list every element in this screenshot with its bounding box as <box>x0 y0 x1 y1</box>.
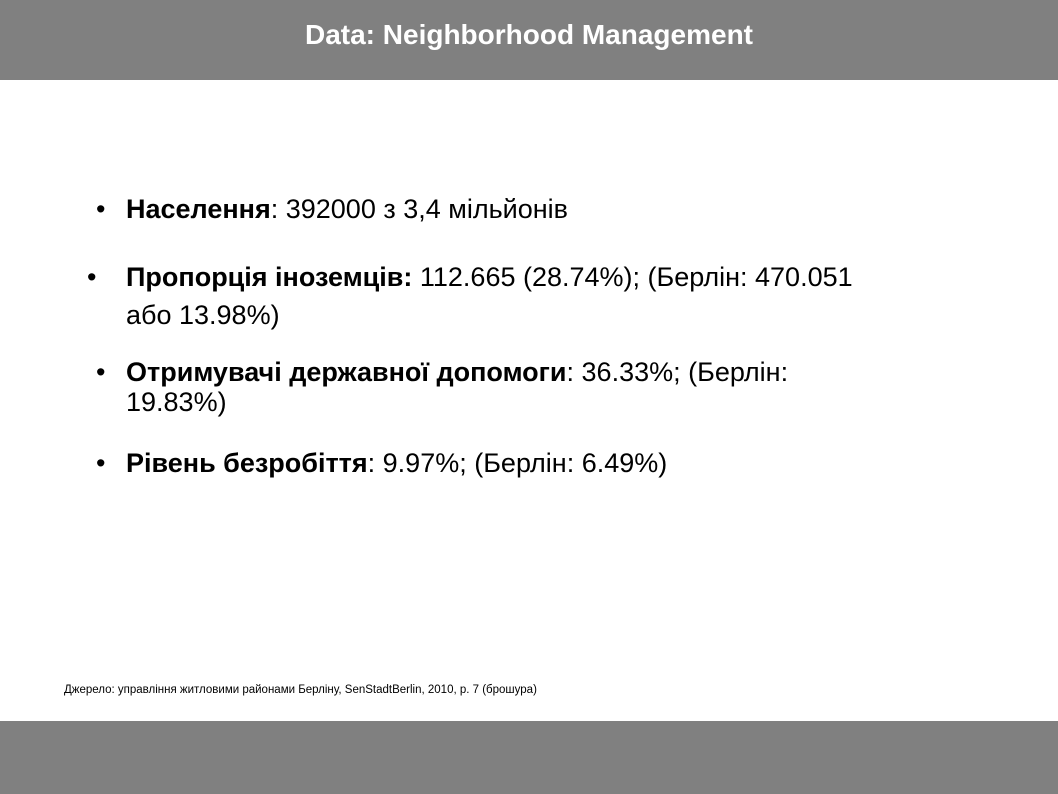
header-bar <box>0 0 1058 80</box>
slide-title: Data: Neighborhood Management <box>304 19 753 50</box>
bullet-text-continued: або 13.98%) <box>126 300 280 330</box>
bullet-unemployment <box>96 446 996 482</box>
bullet-text: : 392000 з 3,4 мільйонів <box>270 194 568 224</box>
source-citation: Джерело: управління житловими районами Берліну, SenStadtBerlin, 2010, p. 7 (брошура) <box>64 684 537 696</box>
bullet-welfare-recipients <box>96 357 996 421</box>
bullet-text: : 36.33%; (Берлін: <box>566 357 789 387</box>
bullet-marker: • <box>96 194 106 224</box>
bullet-foreigners <box>87 258 1027 334</box>
bullet-label: Рівень безробіття <box>126 448 368 478</box>
bullet-content <box>126 192 568 226</box>
bullet-label: Отримувачі державної допомоги <box>126 357 567 387</box>
bullet-text-continued: 19.83%) <box>126 387 227 417</box>
bullet-marker: • <box>96 448 106 478</box>
bullet-content <box>126 258 853 334</box>
footer-bar <box>0 721 1058 794</box>
bullet-marker: • <box>96 357 106 387</box>
bullet-text: 112.665 (28.74%); (Берлін: 470.051 <box>412 262 853 292</box>
bullet-content <box>126 357 788 417</box>
bullet-marker: • <box>87 262 97 292</box>
bullet-label: Пропорція іноземців: <box>126 262 413 292</box>
bullet-text: : 9.97%; (Берлін: 6.49%) <box>367 448 668 478</box>
bullet-population <box>96 192 996 228</box>
bullet-content <box>126 446 667 480</box>
bullet-label: Населення <box>126 194 271 224</box>
